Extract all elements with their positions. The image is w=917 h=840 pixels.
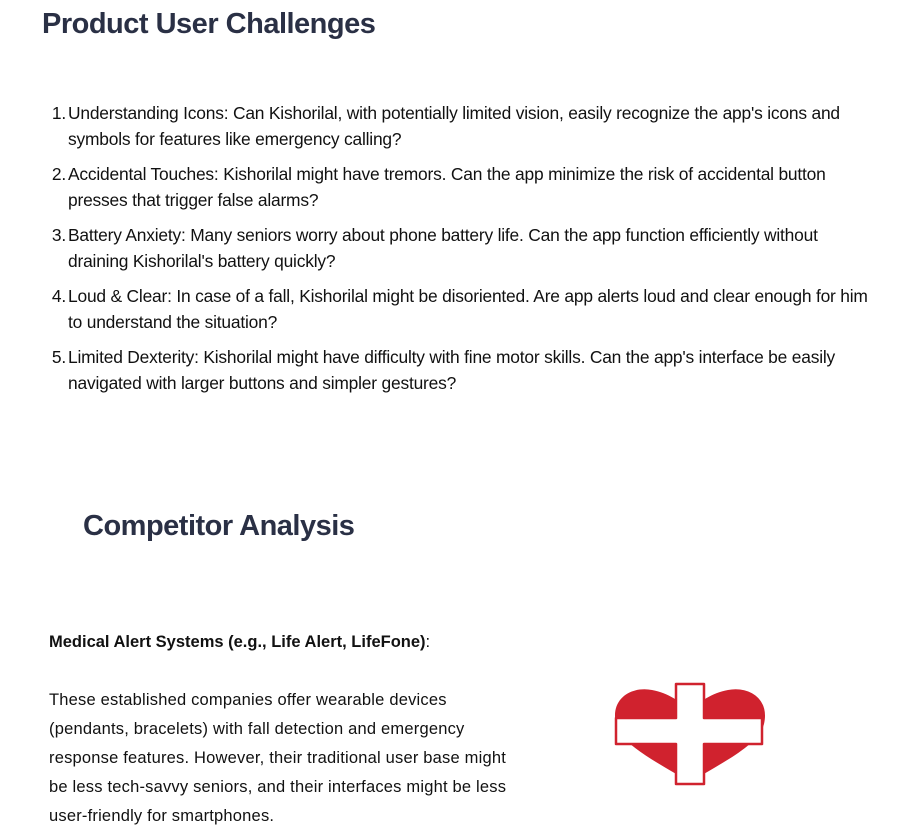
- competitor-subheading-colon: :: [425, 633, 431, 651]
- list-item-number: 1.: [51, 103, 66, 123]
- list-item-number: 2.: [51, 164, 66, 184]
- list-item: [51, 283, 868, 335]
- list-item-text: Battery Anxiety: Many seniors worry about phone battery life. Can the app function efficiently without draining Kishorilal's battery quickly?: [68, 225, 818, 271]
- list-item-text: Limited Dexterity: Kishorilal might have difficulty with fine motor skills. Can the app's interface be easily navigated with larger buttons and simpler gestures?: [68, 347, 836, 393]
- heart-cross-icon: [612, 682, 768, 786]
- competitor-description: These established companies offer wearable devices (pendants, bracelets) with fall detection and emergency response features. However, their traditional user base might be less tech-savvy seniors, and their interfaces might be less user-friendly for smartphones.: [49, 691, 507, 825]
- competitor-analysis-title: Competitor Analysis: [83, 510, 355, 542]
- list-item: [51, 344, 868, 396]
- competitor-subheading-bold: Medical Alert Systems (e.g., Life Alert, LifeFone): [49, 633, 426, 651]
- list-item: [51, 161, 868, 213]
- list-item-text: Accidental Touches: Kishorilal might have tremors. Can the app minimize the risk of accidental button presses that trigger false alarms?: [68, 164, 826, 210]
- competitor-subheading: [49, 630, 430, 654]
- list-item-number: 5.: [51, 347, 66, 367]
- list-item: [51, 222, 868, 274]
- list-item: [51, 100, 868, 152]
- list-item-text: Loud & Clear: In case of a fall, Kishorilal might be disoriented. Are app alerts loud and clear enough for him to understand the situation?: [68, 286, 868, 332]
- page-title: Product User Challenges: [42, 8, 376, 40]
- challenges-list: [42, 100, 868, 405]
- list-item-text: Understanding Icons: Can Kishorilal, with potentially limited vision, easily recognize the app's icons and symbols for features like emergency calling?: [68, 103, 840, 149]
- list-item-number: 3.: [51, 225, 66, 245]
- list-item-number: 4.: [51, 286, 66, 306]
